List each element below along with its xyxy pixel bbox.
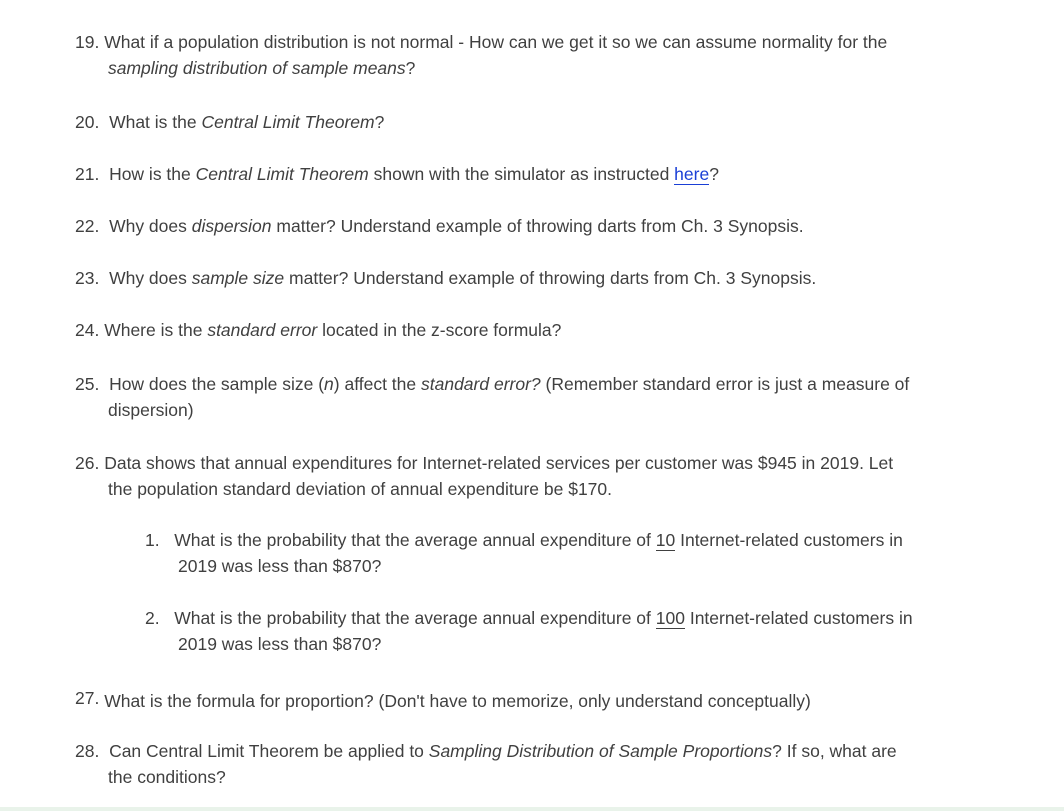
question-emphasis: n xyxy=(324,374,334,394)
here-link[interactable]: here xyxy=(674,164,710,184)
question-text: the conditions? xyxy=(108,767,226,787)
question-emphasis: standard error? xyxy=(421,374,541,394)
underlined-value: 100 xyxy=(655,608,685,628)
question-number: 20. xyxy=(75,112,100,132)
question-20 xyxy=(75,109,1024,135)
question-text: ? If so, what are xyxy=(772,741,897,761)
question-text: Data shows that annual expenditures for Internet-related services per customer was $945 in 2019. Let xyxy=(104,453,894,473)
question-text: What is the formula for proportion? (Don't have to memorize, only understand conceptually) xyxy=(104,691,811,711)
question-number: 2. xyxy=(145,608,160,628)
question-number: 19. xyxy=(75,32,100,52)
question-28 xyxy=(75,738,1024,790)
question-text: ? xyxy=(709,164,719,184)
question-26-part-2 xyxy=(145,605,1024,657)
question-emphasis: sample size xyxy=(191,268,285,288)
question-text: What is the xyxy=(109,112,202,132)
question-text: shown with the simulator as instructed xyxy=(368,164,675,184)
question-25 xyxy=(75,371,1024,423)
question-text: How is the xyxy=(109,164,196,184)
question-emphasis: dispersion xyxy=(191,216,272,236)
question-number: 24. xyxy=(75,320,100,340)
question-text: dispersion) xyxy=(108,400,194,420)
question-text: Can Central Limit Theorem be applied to xyxy=(109,741,429,761)
question-emphasis: Sampling Distribution of Sample Proportions xyxy=(428,741,773,761)
question-text: What is the probability that the average annual expenditure of xyxy=(174,608,656,628)
question-number: 28. xyxy=(75,741,100,761)
question-text: matter? Understand example of throwing darts from Ch. 3 Synopsis. xyxy=(284,268,817,288)
question-number: 22. xyxy=(75,216,100,236)
question-text: matter? Understand example of throwing darts from Ch. 3 Synopsis. xyxy=(271,216,804,236)
underlined-value: 10 xyxy=(655,530,676,550)
question-21 xyxy=(75,161,1024,187)
question-emphasis: Central Limit Theorem xyxy=(201,112,375,132)
question-text: How does the sample size ( xyxy=(109,374,325,394)
question-26 xyxy=(75,450,1024,502)
question-emphasis: sampling distribution of sample means xyxy=(108,58,406,78)
question-27 xyxy=(75,688,1024,714)
question-text: Why does xyxy=(109,216,192,236)
question-emphasis: Central Limit Theorem xyxy=(195,164,369,184)
question-number: 1. xyxy=(145,530,160,550)
question-text: the population standard deviation of annual expenditure be $170. xyxy=(108,479,613,499)
question-number: 23. xyxy=(75,268,100,288)
question-text: 2019 was less than $870? xyxy=(178,634,382,654)
question-text: (Remember standard error is just a measure of xyxy=(540,374,910,394)
question-text: Internet-related customers in xyxy=(684,608,913,628)
question-text: ? xyxy=(405,58,416,78)
question-text: What is the probability that the average annual expenditure of xyxy=(174,530,656,550)
question-22 xyxy=(75,213,1024,239)
question-19 xyxy=(75,29,1024,81)
question-text: What if a population distribution is not normal - How can we get it so we can assume normality for the xyxy=(104,32,888,52)
question-number: 27. xyxy=(75,688,100,708)
question-text: Where is the xyxy=(104,320,208,340)
question-text: ) affect the xyxy=(333,374,421,394)
question-number: 21. xyxy=(75,164,100,184)
question-text: located in the z-score formula? xyxy=(317,320,562,340)
question-26-part-1 xyxy=(145,527,1024,579)
question-24 xyxy=(75,317,1024,343)
question-23 xyxy=(75,265,1024,291)
question-text: Why does xyxy=(109,268,192,288)
question-text: Internet-related customers in xyxy=(675,530,903,550)
question-text: ? xyxy=(374,112,385,132)
question-number: 26. xyxy=(75,453,100,473)
question-text: 2019 was less than $870? xyxy=(178,556,382,576)
question-number: 25. xyxy=(75,374,100,394)
question-emphasis: standard error xyxy=(207,320,318,340)
bottom-divider xyxy=(0,807,1064,811)
